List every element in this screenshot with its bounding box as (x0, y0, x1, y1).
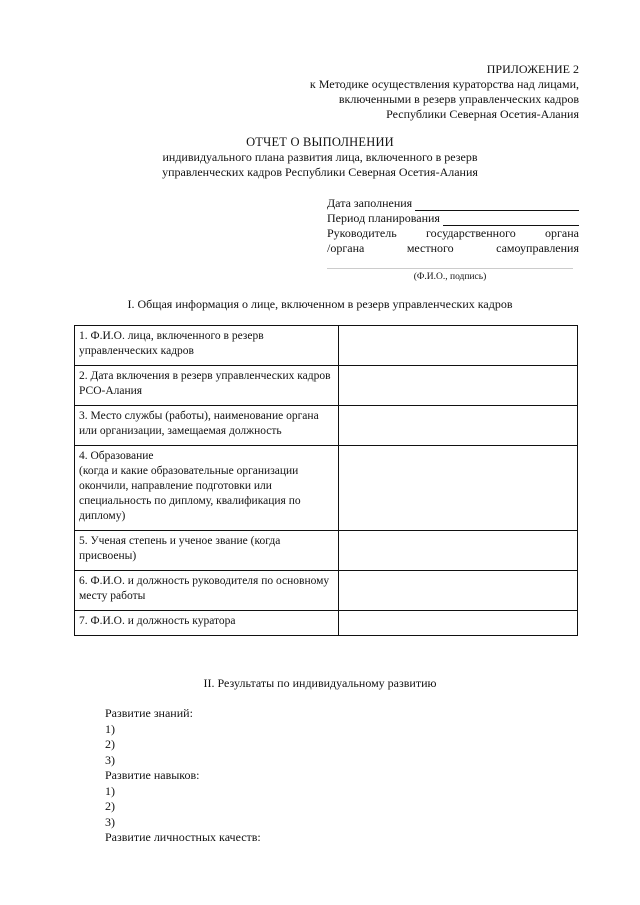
list-item: 2) (105, 737, 115, 751)
fill-date-field[interactable] (415, 199, 579, 211)
appendix-line-2: включенными в резерв управленческих кадров (338, 92, 579, 106)
row-label: 3. Место службы (работы), наименование органа или организации, замещаемая должность (75, 406, 339, 446)
row-label: 4. Образование (когда и какие образовательные организации окончили, направление подготовки или специальность по диплому, квалификация по диплому) (75, 446, 339, 531)
general-info-table (74, 325, 578, 636)
report-title-main: ОТЧЕТ О ВЫПОЛНЕНИИ (246, 135, 394, 149)
row-label: 1. Ф.И.О. лица, включенного в резерв управленческих кадров (75, 326, 339, 366)
table-row (75, 326, 578, 366)
fill-date-label: Дата заполнения (327, 196, 413, 210)
row-value-cell[interactable] (339, 406, 578, 446)
appendix-line-1: к Методике осуществления кураторства над лицами, (309, 77, 579, 91)
head-word: /органа (327, 241, 365, 255)
head-word: местного (406, 241, 454, 255)
row-value-cell[interactable] (339, 531, 578, 571)
planning-period-label: Период планирования (327, 211, 440, 225)
head-word: самоуправления (496, 241, 579, 255)
planning-period-row (327, 211, 579, 226)
appendix-line-3: Республики Северная Осетия-Алания (386, 107, 579, 121)
appendix-header (179, 62, 579, 122)
skills-label: Развитие навыков: (105, 768, 200, 782)
list-item: 2) (105, 799, 115, 813)
row-value-cell[interactable] (339, 571, 578, 611)
list-item: 3) (105, 814, 115, 829)
table-row (75, 531, 578, 571)
row-value-cell[interactable] (339, 366, 578, 406)
head-word: Руководитель (327, 226, 397, 240)
planning-period-field[interactable] (443, 214, 579, 226)
row-label: 5. Ученая степень и ученое звание (когда присвоены) (75, 531, 339, 571)
report-meta (327, 196, 579, 285)
table-row (75, 446, 578, 531)
knowledge-label: Развитие знаний: (105, 706, 193, 720)
signature-line[interactable] (327, 268, 573, 269)
head-label-line-2 (327, 241, 579, 256)
table-row (75, 366, 578, 406)
fill-date-row (327, 196, 579, 211)
section-2-heading: II. Результаты по индивидуальному развитию (203, 676, 437, 690)
report-title-sub-2: управленческих кадров Республики Северная Осетия-Алания (162, 165, 478, 179)
report-title-sub-1: индивидуального плана развития лица, включенного в резерв (162, 150, 478, 164)
report-title (0, 135, 640, 180)
development-results (105, 706, 405, 846)
head-word: органа (545, 226, 579, 240)
list-item: 1) (105, 783, 115, 798)
row-label: 2. Дата включения в резерв управленческих кадров РСО-Алания (75, 366, 339, 406)
list-item: 3) (105, 752, 115, 767)
table-row (75, 406, 578, 446)
table-row (75, 611, 578, 636)
qualities-label: Развитие личностных качеств: (105, 830, 261, 844)
row-value-cell[interactable] (339, 326, 578, 366)
table-row (75, 571, 578, 611)
section-1-heading: I. Общая информация о лице, включенном в резерв управленческих кадров (127, 297, 513, 311)
list-item: 1) (105, 721, 115, 736)
signature-caption: (Ф.И.О., подпись) (413, 272, 487, 282)
row-value-cell[interactable] (339, 446, 578, 531)
head-label-line-1 (327, 226, 579, 241)
head-word: государственного (425, 226, 516, 240)
row-label: 7. Ф.И.О. и должность куратора (75, 611, 339, 636)
row-label: 6. Ф.И.О. и должность руководителя по основному месту работы (75, 571, 339, 611)
appendix-label: ПРИЛОЖЕНИЕ 2 (486, 62, 579, 76)
row-value-cell[interactable] (339, 611, 578, 636)
